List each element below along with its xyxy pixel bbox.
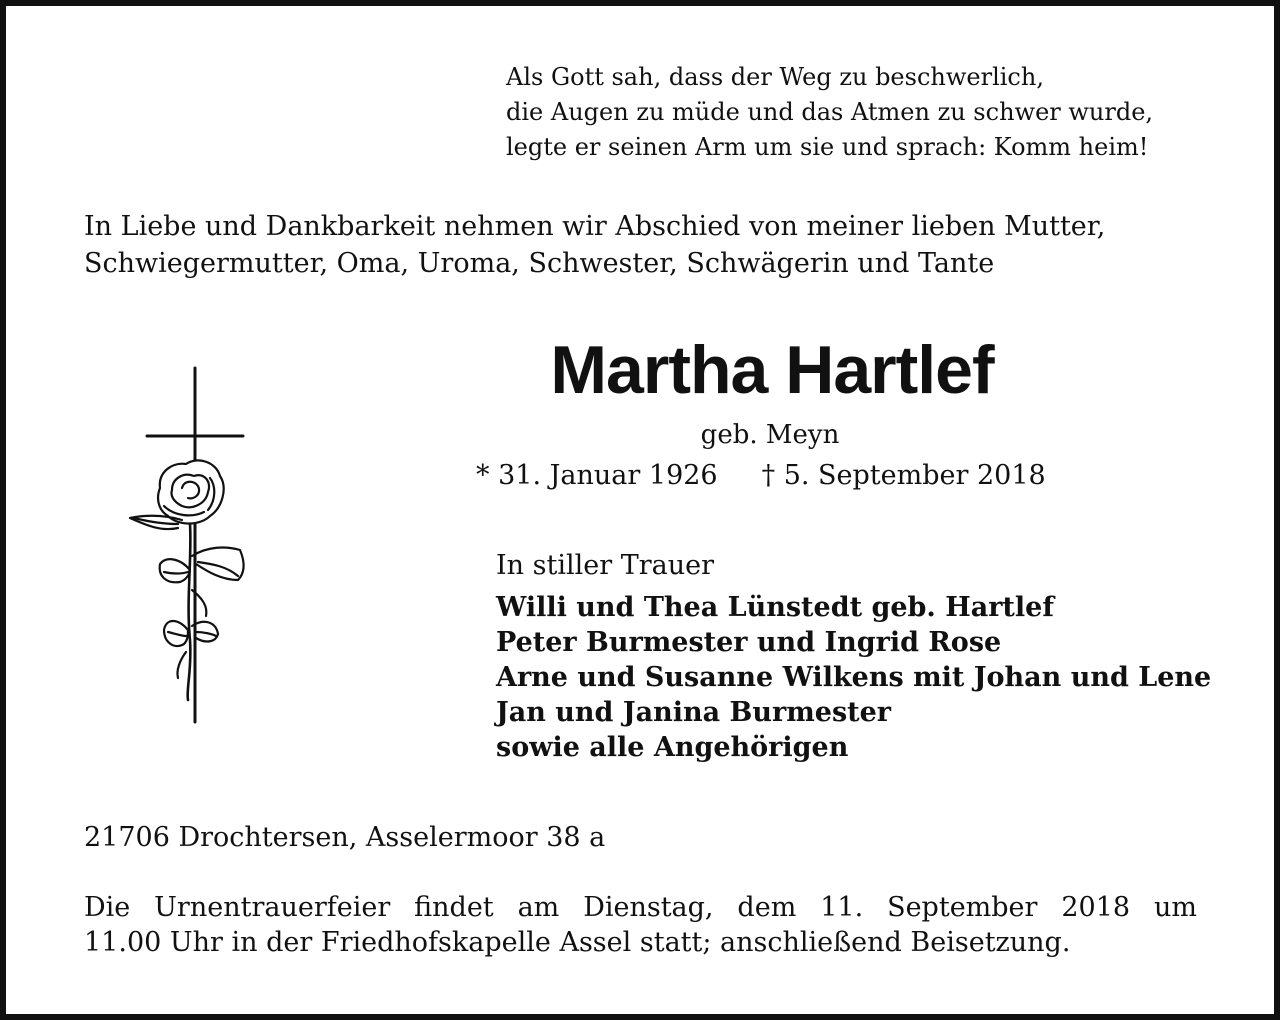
list-item: Arne und Susanne Wilkens mit Johan und Lene <box>496 662 1212 693</box>
list-item: sowie alle Angehörigen <box>496 732 849 763</box>
list-item: Willi und Thea Lünstedt geb. Hartlef <box>496 592 1054 623</box>
intro-line: In Liebe und Dankbarkeit nehmen wir Abschied von meiner lieben Mutter, <box>84 211 1106 242</box>
ceremony-line: 11.00 Uhr in der Friedhofskapelle Assel statt; anschließend Beisetzung. <box>84 927 1071 958</box>
motto-verse <box>506 60 1153 165</box>
life-dates <box>476 458 1046 494</box>
family-address: 21706 Drochtersen, Asselermoor 38 a <box>84 822 606 853</box>
motto-line: Als Gott sah, dass der Weg zu beschwerlich, <box>506 63 1044 91</box>
mourning-heading: In stiller Trauer <box>496 550 715 581</box>
intro-line: Schwiegermutter, Oma, Uroma, Schwester, Schwägerin und Tante <box>84 248 995 279</box>
mourners-list <box>496 590 1211 765</box>
death-date: † 5. September 2018 <box>761 460 1046 491</box>
birth-date: * 31. Januar 1926 <box>476 460 718 491</box>
motto-line: legte er seinen Arm um sie und sprach: Komm heim! <box>506 133 1149 161</box>
ceremony-notice <box>84 890 1197 960</box>
list-item: Peter Burmester und Ingrid Rose <box>496 627 1002 658</box>
deceased-name: Martha Hartlef <box>550 332 994 408</box>
motto-line: die Augen zu müde und das Atmen zu schwer wurde, <box>506 98 1154 126</box>
list-item: Jan und Janina Burmester <box>496 697 892 728</box>
cross-with-rose-icon <box>120 360 260 730</box>
farewell-intro <box>84 208 1105 282</box>
ceremony-line: Die Urnentrauerfeier findet am Dienstag, dem 11. September 2018 um <box>84 892 1197 923</box>
maiden-name: geb. Meyn <box>700 420 840 450</box>
